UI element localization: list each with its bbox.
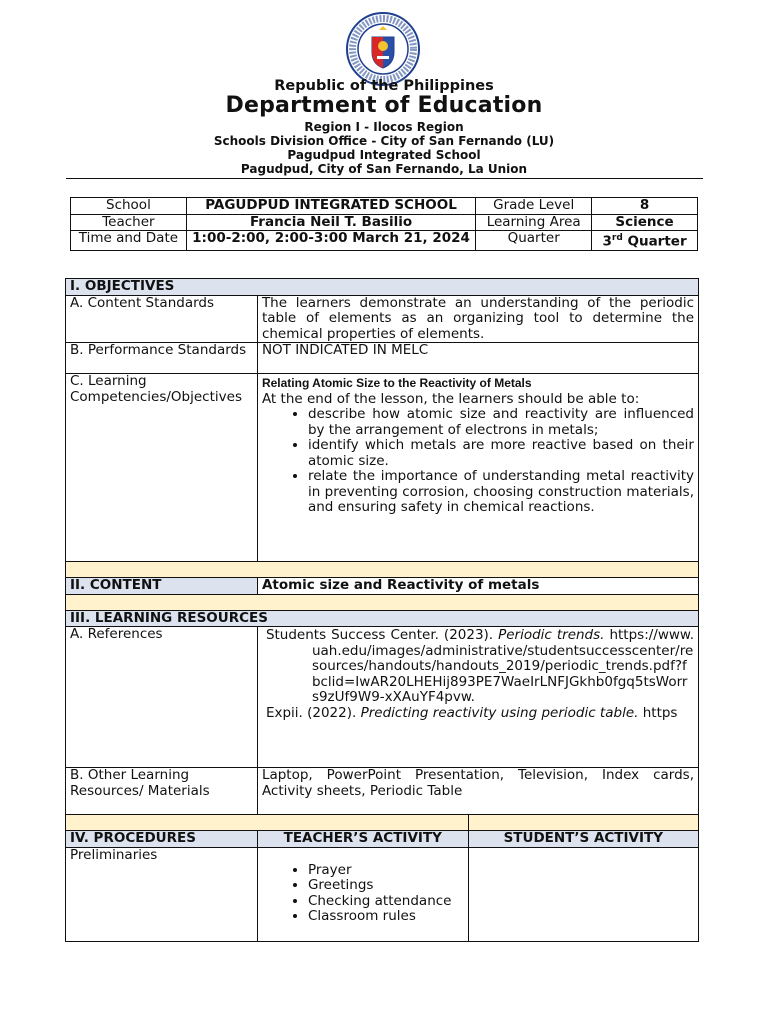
lesson-info-table <box>70 197 698 251</box>
content-heading: II. CONTENT <box>66 578 258 595</box>
address-line: Pagudpud, City of San Fernando, La Union <box>240 162 528 176</box>
list-item: • Checking attendance <box>308 894 464 910</box>
other-resources-value: Laptop, PowerPoint Presentation, Television, Index cards, Activity sheets, Periodic Table <box>257 768 698 815</box>
teacher-activity-heading: TEACHER’S ACTIVITY <box>257 831 468 848</box>
performance-standards-label: B. Performance Standards <box>66 343 258 374</box>
division-line: Schools Division Office - City of San Fernando (LU) <box>213 134 555 148</box>
grade-level-label: Grade Level <box>476 198 592 215</box>
region-line: Region I - Ilocos Region <box>304 120 464 134</box>
list-item: • identify which metals are more reactive based on their atomic size. <box>308 438 694 469</box>
quarter-value: 3rd Quarter <box>592 231 698 251</box>
deped-seal-logo <box>346 12 420 86</box>
teacher-label: Teacher <box>71 214 187 231</box>
reference-2: Expii. (2022). Predicting reactivity using periodic table. https <box>265 704 678 721</box>
competency-title: Relating Atomic Size to the Reactivity of Metals <box>261 376 532 390</box>
teacher-value: Francia Neil T. Basilio <box>186 214 475 231</box>
school-value: PAGUDPUD INTEGRATED SCHOOL <box>186 198 475 215</box>
list-item: • Classroom rules <box>308 909 464 925</box>
references-value <box>257 627 698 768</box>
lesson-plan-table <box>65 278 699 942</box>
time-date-value: 1:00-2:00, 2:00-3:00 March 21, 2024 <box>186 231 475 251</box>
time-date-label: Time and Date <box>71 231 187 251</box>
spacer-row <box>468 815 698 831</box>
learning-area-value: Science <box>592 214 698 231</box>
competency-list <box>262 407 694 516</box>
learning-resources-heading: III. LEARNING RESOURCES <box>66 610 699 627</box>
learning-competencies-label: C. Learning Competencies/Objectives <box>66 374 258 562</box>
content-standards-value: The learners demonstrate an understanding of the periodic table of elements as an organizing tool to determine the chemical properties of elements. <box>257 295 698 343</box>
school-line: Pagudpud Integrated School <box>287 148 481 162</box>
references-label: A. References <box>66 627 258 768</box>
other-resources-label: B. Other Learning Resources/ Materials <box>66 768 258 815</box>
reference-1: Students Success Center. (2023). Periodic trends. https://www.uah.edu/images/administrative/studentsuccesscenter/resources/handouts/handouts_2019/periodic_trends.pdf?fbclid=IwAR20LHEHij893PE7WaeIrLNFJGkhb0fgq5tsWorrs9zUf9W9-xXAuYF4pvw. <box>265 627 694 705</box>
list-item: • describe how atomic size and reactivity are influenced by the arrangement of electrons in metals; <box>308 407 694 438</box>
competency-intro: At the end of the lesson, the learners should be able to: <box>261 390 640 407</box>
learning-area-label: Learning Area <box>476 214 592 231</box>
preliminaries-list <box>262 863 464 925</box>
performance-standards-value: NOT INDICATED IN MELC <box>257 343 698 374</box>
grade-level-value: 8 <box>592 198 698 215</box>
teacher-activity-cell <box>257 847 468 941</box>
spacer-row <box>66 815 469 831</box>
quarter-label: Quarter <box>476 231 592 251</box>
list-item: • relate the importance of understanding metal reactivity in preventing corrosion, choosing construction materials, and ensuring safety in chemical reactions. <box>308 469 694 516</box>
objectives-heading: I. OBJECTIVES <box>66 279 699 296</box>
content-value: Atomic size and Reactivity of metals <box>257 578 698 595</box>
student-activity-cell <box>468 847 698 941</box>
learning-competencies-value <box>257 374 698 562</box>
spacer-row <box>66 562 699 578</box>
list-item: • Prayer <box>308 863 464 879</box>
header-divider <box>66 178 703 179</box>
procedures-heading: IV. PROCEDURES <box>66 831 258 848</box>
spacer-row <box>66 594 699 610</box>
department-title: Department of Education <box>225 93 543 118</box>
school-label: School <box>71 198 187 215</box>
student-activity-heading: STUDENT’S ACTIVITY <box>468 831 698 848</box>
list-item: • Greetings <box>308 878 464 894</box>
content-standards-label: A. Content Standards <box>66 295 258 343</box>
preliminaries-label: Preliminaries <box>66 847 258 941</box>
republic-title: Republic of the Philippines <box>274 78 494 94</box>
